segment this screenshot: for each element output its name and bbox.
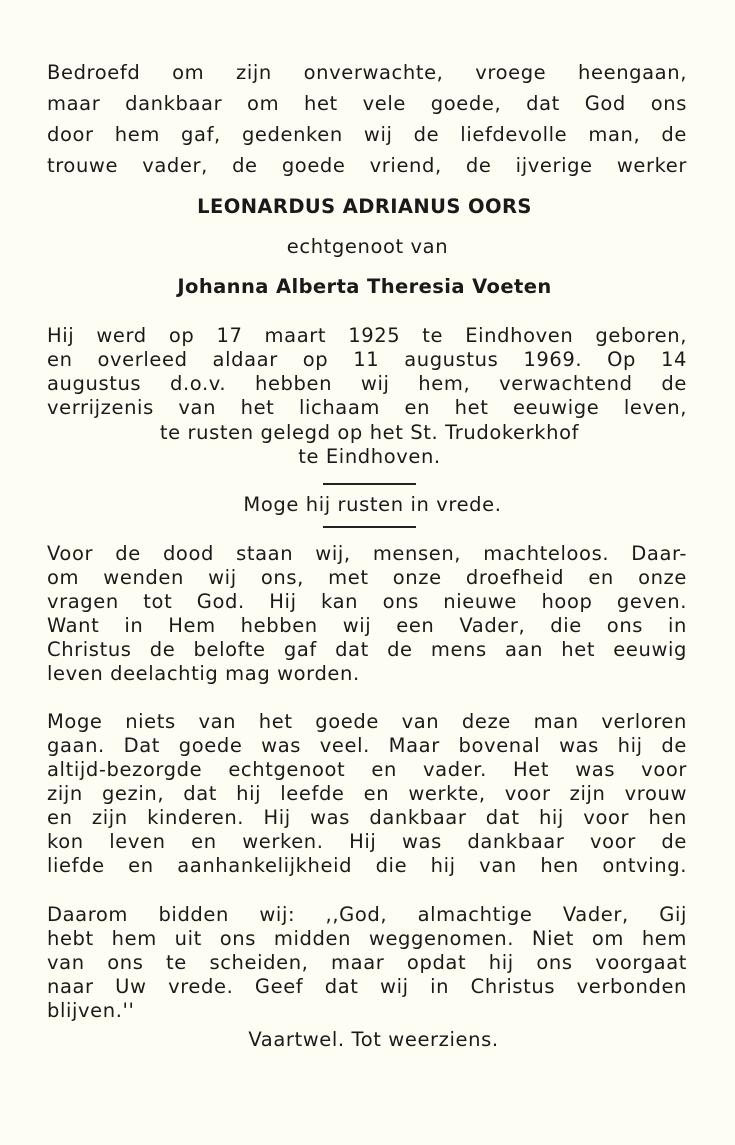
paragraph-line: blijven.'' [47, 999, 135, 1022]
intro-line: maar dankbaar om het vele goede, dat God ons [47, 92, 687, 115]
dates-line: en overleed aldaar op 11 augustus 1969. Op 14 [47, 348, 687, 371]
paragraph-line: van ons te scheiden, maar opdat hij ons voorgaat [47, 951, 687, 974]
paragraph-line: vragen tot God. Hij kan ons nieuwe hoop geven. [47, 590, 687, 613]
intro-paragraph [47, 57, 687, 181]
dates-line: Hij werd op 17 maart 1925 te Eindhoven geboren, [47, 324, 687, 347]
paragraph-line: Voor de dood staan wij, mensen, machteloos. Daar- [47, 542, 687, 565]
dates-line: verrijzenis van het lichaam en het eeuwige leven, [47, 396, 687, 419]
paragraph-line: kon leven en werken. Hij was dankbaar voor de [47, 830, 687, 853]
rest-in-peace: Moge hij rusten in vrede. [243, 493, 502, 516]
paragraph-line: Christus de belofte gaf dat de mens aan het eeuwig [47, 638, 687, 661]
paragraph-line: Moge niets van het goede van deze man verloren [47, 710, 687, 733]
divider-top [323, 483, 416, 485]
paragraph-line: naar Uw vrede. Geef dat wij in Christus verbonden [47, 975, 687, 998]
dates-paragraph [47, 324, 687, 420]
paragraph-line: Daarom bidden wij: ,,God, almachtige Vader, Gij [47, 903, 687, 926]
divider-bottom [323, 526, 416, 528]
burial-place-line: te rusten gelegd op het St. Trudokerkhof [159, 421, 580, 444]
spouse-name: Johanna Alberta Theresia Voeten [177, 275, 552, 298]
paragraph-line: liefde en aanhankelijkheid die hij van hen ontving. [47, 854, 687, 877]
deceased-name: LEONARDUS ADRIANUS OORS [197, 195, 532, 218]
paragraph-line: leven deelachtig mag worden. [47, 662, 360, 685]
paragraph-legacy [47, 710, 687, 878]
intro-line: door hem gaf, gedenken wij de liefdevolle man, de [47, 123, 687, 146]
intro-line: trouwe vader, de goede vriend, de ijverige werker [47, 154, 687, 177]
farewell-text: Vaartwel. Tot weerziens. [248, 1028, 499, 1051]
intro-line: Bedroefd om zijn onverwachte, vroege heengaan, [47, 61, 687, 84]
burial-city-line: te Eindhoven. [298, 445, 441, 468]
dates-line: augustus d.o.v. hebben wij hem, verwachtend de [47, 372, 687, 395]
paragraph-line: gaan. Dat goede was veel. Maar bovenal was hij de [47, 734, 687, 757]
relation-text: echtgenoot van [286, 235, 449, 258]
paragraph-line: en zijn kinderen. Hij was dankbaar dat hij voor hen [47, 806, 687, 829]
paragraph-prayer [47, 903, 687, 1023]
paragraph-line: altijd-bezorgde echtgenoot en vader. Het was voor [47, 758, 687, 781]
paragraph-line: om wenden wij ons, met onze droefheid en onze [47, 566, 687, 589]
paragraph-line: Want in Hem hebben wij een Vader, die ons in [47, 614, 687, 637]
paragraph-line: hebt hem uit ons midden weggenomen. Niet om hem [47, 927, 687, 950]
paragraph-line: zijn gezin, dat hij leefde en werkte, voor zijn vrouw [47, 782, 687, 805]
paragraph-death [47, 542, 687, 686]
